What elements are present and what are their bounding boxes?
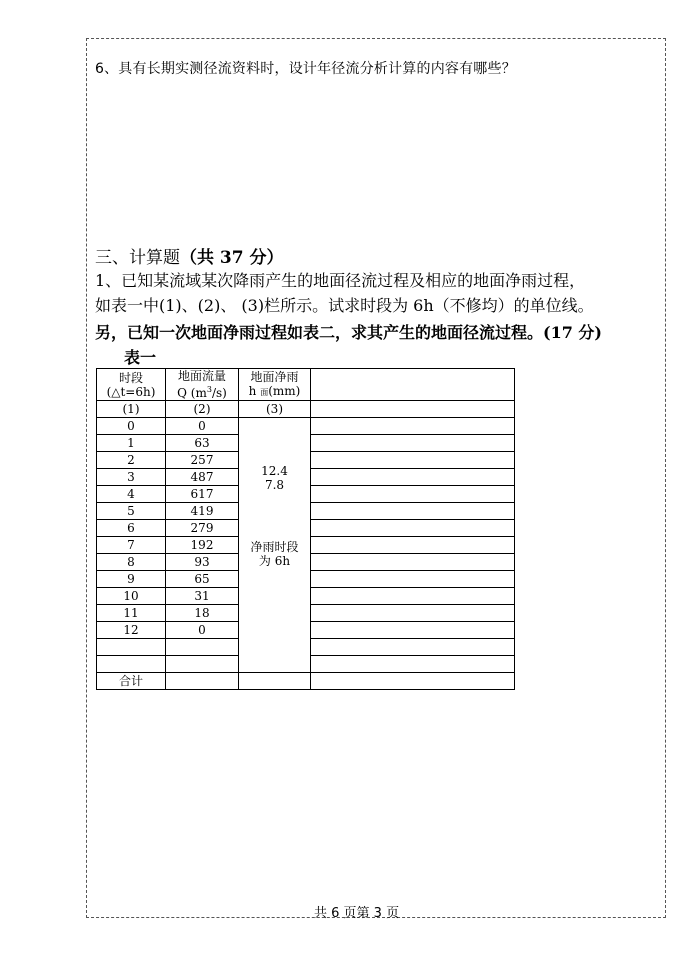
cell-blank bbox=[311, 588, 515, 605]
cell-flow: 279 bbox=[166, 520, 239, 537]
cell-flow: 0 bbox=[166, 418, 239, 435]
rain-note bbox=[239, 540, 310, 568]
cell-empty bbox=[166, 639, 239, 656]
data-table bbox=[96, 368, 515, 690]
colnum-3: (3) bbox=[239, 401, 311, 418]
section-points: （共 37 分） bbox=[180, 248, 284, 268]
cell-period: 11 bbox=[97, 605, 166, 622]
cell-flow: 617 bbox=[166, 486, 239, 503]
total-label: 合计 bbox=[97, 673, 166, 690]
cell-blank bbox=[311, 554, 515, 571]
cell-period: 12 bbox=[97, 622, 166, 639]
section-heading bbox=[95, 243, 284, 268]
cell-flow: 93 bbox=[166, 554, 239, 571]
colnum-1: (1) bbox=[97, 401, 166, 418]
problem-1-text bbox=[95, 268, 675, 318]
cell-empty bbox=[311, 639, 515, 656]
colnum-blank bbox=[311, 401, 515, 418]
cell-blank bbox=[311, 435, 515, 452]
page-footer: 共 6 页第 3 页 bbox=[314, 906, 400, 921]
header-blank bbox=[311, 369, 515, 401]
cell-flow: 65 bbox=[166, 571, 239, 588]
cell-period: 10 bbox=[97, 588, 166, 605]
table-row bbox=[97, 418, 515, 435]
cell-blank bbox=[311, 452, 515, 469]
cell-blank bbox=[311, 605, 515, 622]
rain-values bbox=[239, 464, 310, 492]
rain-value-2: 7.8 bbox=[264, 478, 285, 492]
question-6: 6、具有长期实测径流资料时，设计年径流分析计算的内容有哪些？ bbox=[95, 61, 516, 77]
cell-period: 1 bbox=[97, 435, 166, 452]
total-row bbox=[97, 673, 515, 690]
cell-empty bbox=[97, 639, 166, 656]
cell-blank bbox=[311, 486, 515, 503]
rain-note-2: 为 6h bbox=[258, 554, 291, 568]
cell-blank bbox=[311, 571, 515, 588]
cell-blank bbox=[311, 418, 515, 435]
cell-period: 8 bbox=[97, 554, 166, 571]
colnum-2: (2) bbox=[166, 401, 239, 418]
cell-flow: 0 bbox=[166, 622, 239, 639]
cell-empty bbox=[166, 656, 239, 673]
problem-1-line-1: 1、已知某流域某次降雨产生的地面径流过程及相应的地面净雨过程， bbox=[95, 271, 586, 290]
cell-flow: 487 bbox=[166, 469, 239, 486]
cell-blank bbox=[311, 520, 515, 537]
cell-flow: 18 bbox=[166, 605, 239, 622]
cell-blank bbox=[311, 537, 515, 554]
cell-blank bbox=[311, 469, 515, 486]
header-flow: 地面流量 Q $(m^3/s)$ bbox=[166, 369, 239, 401]
cell-net-rain bbox=[239, 418, 311, 673]
cell-blank bbox=[311, 622, 515, 639]
cell-period: 4 bbox=[97, 486, 166, 503]
cell-flow: 63 bbox=[166, 435, 239, 452]
total-flow bbox=[166, 673, 239, 690]
cell-flow: 419 bbox=[166, 503, 239, 520]
problem-1-line-2: 如表一中(1)、(2)、 (3)栏所示。试求时段为 6h（不修均）的单位线。 bbox=[95, 296, 594, 315]
header-net-rain: 地面净雨 h 面(mm) bbox=[239, 369, 311, 401]
cell-period: 7 bbox=[97, 537, 166, 554]
total-rain bbox=[239, 673, 311, 690]
table-caption: 表一 bbox=[124, 348, 157, 367]
cell-period: 0 bbox=[97, 418, 166, 435]
problem-1-line-3: 另，已知一次地面净雨过程如表二，求其产生的地面径流过程。(17 分) bbox=[95, 323, 602, 342]
table-header-row bbox=[97, 369, 515, 401]
cell-period: 6 bbox=[97, 520, 166, 537]
cell-empty bbox=[97, 656, 166, 673]
cell-period: 3 bbox=[97, 469, 166, 486]
cell-blank bbox=[311, 503, 515, 520]
section-title: 三、计算题 bbox=[95, 248, 180, 268]
cell-flow: 192 bbox=[166, 537, 239, 554]
cell-flow: 31 bbox=[166, 588, 239, 605]
cell-empty bbox=[311, 656, 515, 673]
cell-period: 9 bbox=[97, 571, 166, 588]
cell-period: 2 bbox=[97, 452, 166, 469]
column-number-row bbox=[97, 401, 515, 418]
rain-note-1: 净雨时段 bbox=[250, 540, 299, 554]
cell-flow: 257 bbox=[166, 452, 239, 469]
header-period: 时段 (△t=6h) bbox=[97, 369, 166, 401]
cell-period: 5 bbox=[97, 503, 166, 520]
total-blank bbox=[311, 673, 515, 690]
rain-value-1: 12.4 bbox=[261, 464, 288, 478]
